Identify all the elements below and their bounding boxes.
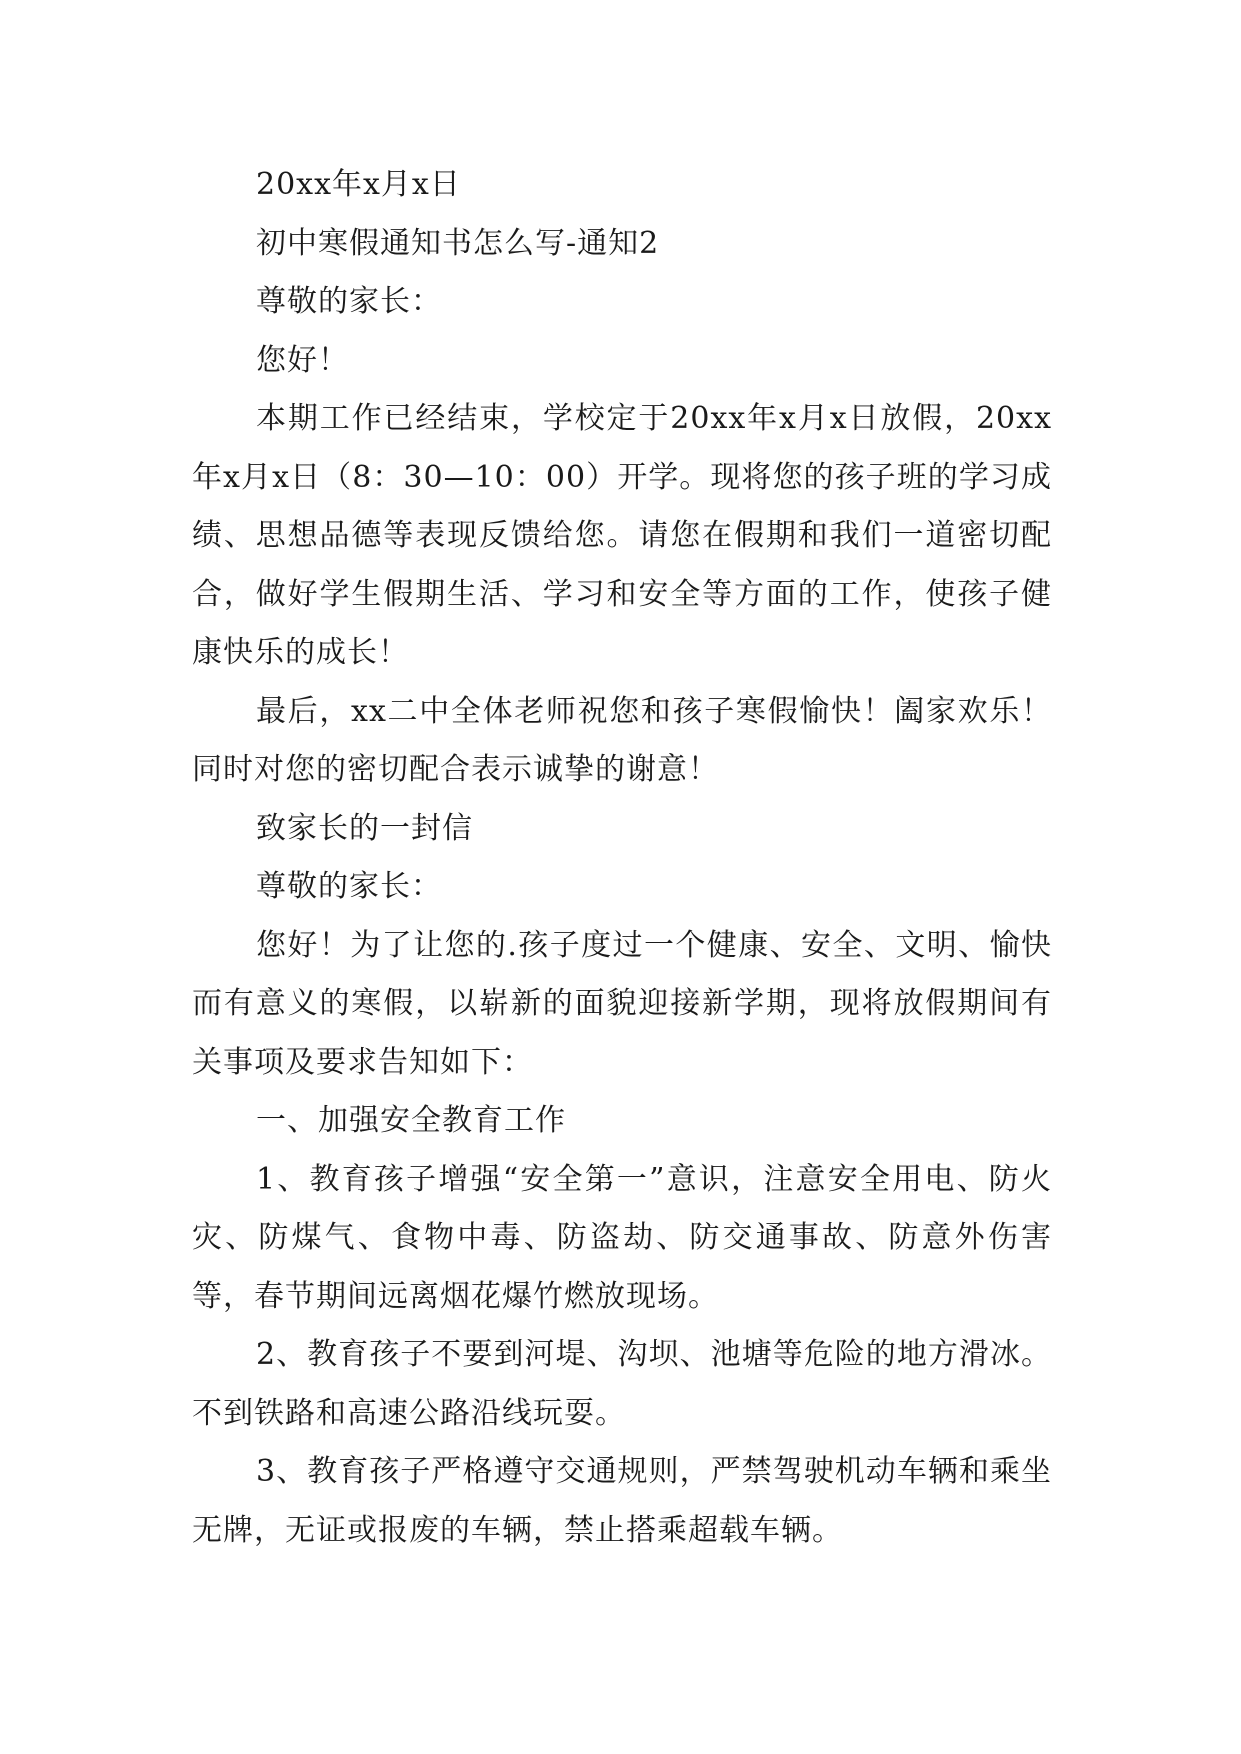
intro-paragraph: 您好！为了让您的.孩子度过一个健康、安全、文明、愉快而有意义的寒假，以崭新的面貌迎接新学期，现将放假期间有关事项及要求告知如下： bbox=[192, 927, 1052, 1080]
greeting: 您好！ bbox=[256, 342, 349, 378]
letter-title: 致家长的一封信 bbox=[256, 810, 473, 846]
document-body bbox=[192, 156, 1052, 1560]
list-item: 1、教育孩子增强“安全第一”意识，注意安全用电、防火灾、防煤气、食物中毒、防盗劫、防交通事故、防意外伤害等，春节期间远离烟花爆竹燃放现场。 bbox=[192, 1161, 1052, 1314]
body-paragraph: 本期工作已经结束，学校定于20xx年x月x日放假，20xx年x月x日（8：30—10：00）开学。现将您的孩子班的学习成绩、思想品德等表现反馈给您。请您在假期和我们一道密切配合，做好学生假期生活、学习和安全等方面的工作，使孩子健康快乐的成长！ bbox=[192, 401, 1052, 670]
section-heading: 一、加强安全教育工作 bbox=[256, 1103, 566, 1138]
salutation-2: 尊敬的家长： bbox=[256, 869, 442, 904]
list-item: 2、教育孩子不要到河堤、沟坝、池塘等危险的地方滑冰。不到铁路和高速公路沿线玩耍。 bbox=[192, 1337, 1052, 1431]
date-line: 20xx年x月x日 bbox=[256, 167, 461, 202]
closing-paragraph: 最后，xx二中全体老师祝您和孩子寒假愉快！阖家欢乐！同时对您的密切配合表示诚挚的谢意！ bbox=[192, 693, 1052, 787]
salutation: 尊敬的家长： bbox=[256, 284, 442, 319]
notice-title: 初中寒假通知书怎么写-通知2 bbox=[256, 225, 660, 261]
list-item: 3、教育孩子严格遵守交通规则，严禁驾驶机动车辆和乘坐无牌，无证或报废的车辆，禁止搭乘超载车辆。 bbox=[192, 1454, 1052, 1548]
